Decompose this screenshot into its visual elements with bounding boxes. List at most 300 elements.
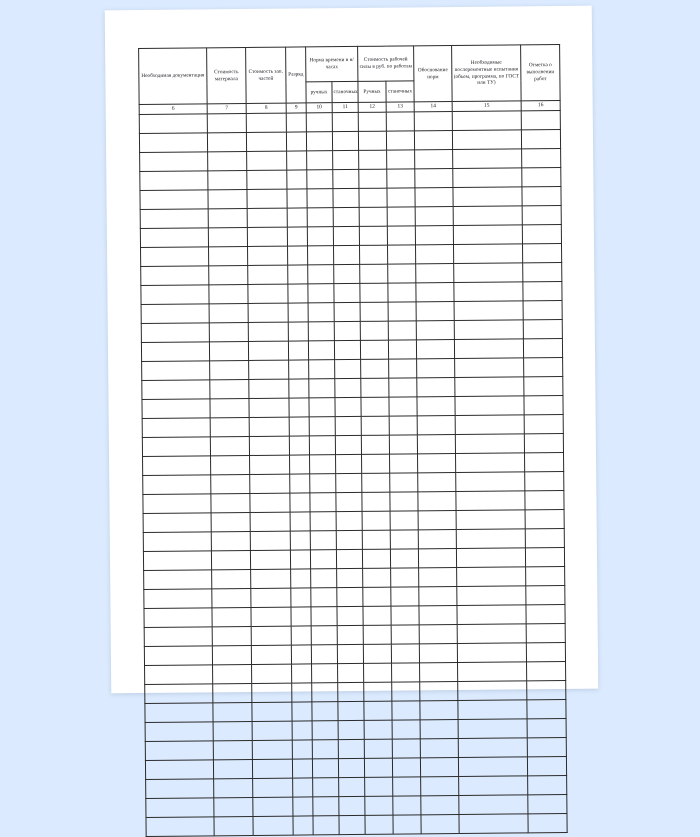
table-cell [360,283,388,302]
table-cell [307,151,333,170]
table-cell [209,246,248,265]
table-cell [139,114,207,134]
table-cell [291,607,311,626]
table-cell [365,796,393,815]
table-cell [286,132,306,151]
table-cell [207,132,246,151]
table-cell [527,756,566,775]
table-cell [521,129,560,148]
table-cell [455,377,524,397]
table-cell [417,416,455,435]
table-cell [421,814,459,833]
table-cell [213,721,252,740]
table-cell [392,682,420,701]
table-cell [359,188,387,207]
table-cell [526,585,565,604]
table-cell [249,436,289,455]
table-cell [310,493,336,512]
table-cell [360,245,388,264]
table-cell [292,683,312,702]
table-cell [418,454,456,473]
table-cell [145,741,213,761]
table-cell [393,815,421,834]
table-cell [420,700,458,719]
table-cell [142,399,210,419]
table-cell [527,661,566,680]
table-cell [246,132,286,151]
table-cell [362,549,390,568]
table-cell [253,778,293,797]
table-cell [251,588,291,607]
table-cell [248,341,288,360]
table-cell [416,245,454,264]
table-cell [392,701,420,720]
table-cell [306,132,332,151]
table-cell [247,170,287,189]
table-cell [391,644,419,663]
table-cell [309,379,335,398]
col-number-14: 14 [414,102,452,112]
table-cell [292,702,312,721]
table-cell [420,719,458,738]
table-cell [527,718,566,737]
table-cell [213,759,252,778]
table-cell [527,680,566,699]
table-cell [210,436,249,455]
table-cell [250,474,290,493]
table-cell [389,397,417,416]
table-cell [250,455,290,474]
table-cell [141,342,209,362]
table-cell [392,663,420,682]
table-cell [420,738,458,757]
table-cell [247,208,287,227]
table-cell [452,111,521,131]
table-cell [306,113,332,132]
table-cell [287,189,307,208]
table-cell [335,378,361,397]
table-cell [358,112,386,131]
table-cell [339,796,365,815]
document-paper [105,6,599,694]
table-cell [288,341,308,360]
table-cell [307,227,333,246]
table-cell [360,321,388,340]
table-cell [312,721,338,740]
table-cell [364,739,392,758]
table-cell [459,776,528,796]
table-cell [248,284,288,303]
col-subheader-time-manual: ручных [306,82,332,103]
table-cell [308,284,334,303]
table-cell [392,720,420,739]
table-cell [247,227,287,246]
table-cell [249,379,289,398]
table-cell [454,339,523,359]
table-cell [415,169,453,188]
table-cell [453,168,522,188]
table-cell [454,320,523,340]
table-cell [312,740,338,759]
table-cell [455,434,524,454]
table-cell [309,398,335,417]
col-group-header-labor-cost: Стоимость рабочей силы в руб. по работам [358,46,414,82]
table-cell [212,588,251,607]
table-cell [143,494,211,514]
table-cell [250,531,290,550]
table-cell [209,284,248,303]
table-cell [209,322,248,341]
table-cell [311,626,337,645]
table-cell [146,779,214,799]
table-cell [364,663,392,682]
table-cell [363,644,391,663]
table-cell [525,452,564,471]
table-cell [457,605,526,625]
table-cell [456,491,525,511]
table-cell [336,454,362,473]
table-cell [453,206,522,226]
table-cell [141,304,209,324]
table-cell [310,531,336,550]
table-cell [146,817,214,837]
table-cell [418,473,456,492]
table-cell [291,626,311,645]
col-number-13: 13 [386,102,414,112]
table-cell [289,360,309,379]
table-cell [453,187,522,207]
table-cell [523,319,562,338]
col-number-16: 16 [521,100,560,110]
table-cell [144,627,212,647]
table-cell [334,264,360,283]
table-cell [455,396,524,416]
table-cell [528,775,567,794]
table-cell [338,739,364,758]
table-cell [291,588,311,607]
table-cell [419,643,457,662]
table-cell [453,149,522,169]
table-cell [142,361,210,381]
table-cell [247,189,287,208]
table-cell [214,816,253,835]
table-cell [291,569,311,588]
table-cell [526,642,565,661]
table-cell [250,493,290,512]
col-header-post-repair-tests: Необходимые послеремонтные испытания (объем, программа, по ГОСТ или ТУ) [452,45,522,102]
table-cell [310,455,336,474]
table-cell [312,683,338,702]
table-cell [253,797,293,816]
table-cell [252,740,292,759]
table-cell [457,624,526,644]
table-cell [387,226,415,245]
table-cell [458,757,527,777]
table-cell [332,112,358,131]
table-cell [387,188,415,207]
col-number-11: 11 [332,102,358,112]
table-cell [417,378,455,397]
table-cell [389,416,417,435]
table-cell [364,682,392,701]
table-cell [416,340,454,359]
table-cell [453,225,522,245]
table-cell [415,207,453,226]
table-cell [309,436,335,455]
table-cell [392,758,420,777]
table-cell [339,815,365,834]
table-cell [312,664,338,683]
table-cell [288,284,308,303]
col-subheader-time-machine: станочных [332,81,358,102]
table-cell [415,188,453,207]
table-cell [416,321,454,340]
table-cell [287,227,307,246]
table-cell [289,417,309,436]
table-cell [207,113,246,132]
table-cell [524,357,563,376]
table-cell [338,758,364,777]
table-cell [526,566,565,585]
table-cell [146,798,214,818]
table-cell [339,777,365,796]
table-cell [309,360,335,379]
table-cell [208,170,247,189]
table-cell [312,759,338,778]
table-cell [364,701,392,720]
table-cell [290,455,310,474]
table-cell [292,664,312,683]
col-subheader-cost-machine: станочных [386,81,414,102]
table-cell [458,719,527,739]
table-cell [528,813,567,832]
table-cell [311,607,337,626]
table-cell [310,550,336,569]
table-cell [359,169,387,188]
table-cell [419,587,457,606]
table-cell [332,131,358,150]
table-cell [338,720,364,739]
table-cell [360,302,388,321]
table-cell [308,246,334,265]
table-cell [140,171,208,191]
table-cell [335,435,361,454]
table-cell [417,359,455,378]
table-cell [311,588,337,607]
table-cell [364,720,392,739]
table-cell [140,209,208,229]
table-cell [360,264,388,283]
table-cell [293,778,313,797]
table-cell [419,624,457,643]
col-header-parts-cost: Стоимость зап. частей [246,47,287,103]
table-cell [418,530,456,549]
table-cell [522,167,561,186]
table-cell [308,303,334,322]
table-cell [390,473,418,492]
table-cell [390,511,418,530]
table-cell [249,417,289,436]
table-cell [140,190,208,210]
header-row-top [139,44,560,83]
table-cell [213,702,252,721]
table-cell [459,795,528,815]
table-cell [252,759,292,778]
col-number-7: 7 [207,104,246,114]
table-cell [418,549,456,568]
table-cell [212,645,251,664]
table-cell [214,797,253,816]
table-cell [144,589,212,609]
table-cell [145,665,213,685]
table-cell [525,509,564,528]
table-cell [249,360,289,379]
table-cell [287,208,307,227]
table-cell [454,282,523,302]
table-cell [361,416,389,435]
table-cell [389,378,417,397]
table-cell [361,359,389,378]
table-cell [391,625,419,644]
table-cell [363,587,391,606]
table-cell [338,663,364,682]
col-group-header-time-norm: Норма времени в н/часах [306,46,358,81]
table-cell [523,262,562,281]
table-cell [333,169,359,188]
table-cell [335,397,361,416]
table-cell [388,321,416,340]
table-cell [336,511,362,530]
table-cell [525,490,564,509]
table-cell [456,529,525,549]
table-cell [525,471,564,490]
table-cell [335,359,361,378]
table-cell [290,550,310,569]
table-cell [143,513,211,533]
table-cell [288,246,308,265]
table-cell [418,511,456,530]
table-cell [455,358,524,378]
table-cell [454,301,523,321]
table-cell [456,472,525,492]
table-cell [209,303,248,322]
table-cell [145,703,213,723]
table-cell [421,795,459,814]
table-cell [523,338,562,357]
table-cell [416,264,454,283]
table-cell [336,492,362,511]
table-cell [251,626,291,645]
table-cell [358,131,386,150]
table-cell [334,283,360,302]
table-cell [338,701,364,720]
table-cell [145,760,213,780]
col-number-10: 10 [306,103,332,113]
table-cell [211,550,250,569]
table-cell [292,721,312,740]
table-cell [248,303,288,322]
table-cell [333,150,359,169]
table-cell [456,453,525,473]
table-cell [454,263,523,283]
table-cell [308,322,334,341]
table-cell [387,207,415,226]
table-cell [334,340,360,359]
table-cell [247,151,287,170]
table-cell [333,207,359,226]
table-cell [212,569,251,588]
table-cell [523,243,562,262]
table-cell [365,777,393,796]
table-cell [526,604,565,623]
table-cell [290,474,310,493]
table-cell [363,606,391,625]
table-area [138,44,567,837]
table-cell [333,226,359,245]
table-cell [359,207,387,226]
table-cell [142,380,210,400]
table-cell [142,437,210,457]
table-cell [210,398,249,417]
table-cell [313,816,339,835]
table-cell [388,302,416,321]
table-cell [524,395,563,414]
table-cell [420,757,458,776]
table-cell [293,797,313,816]
table-cell [363,625,391,644]
table-cell [288,322,308,341]
table-cell [334,245,360,264]
table-cell [248,265,288,284]
table-cell [387,150,415,169]
table-cell [289,436,309,455]
table-cell [308,265,334,284]
table-cell [311,645,337,664]
table-cell [208,227,247,246]
table-cell [211,512,250,531]
table-cell [211,531,250,550]
table-cell [288,303,308,322]
table-cell [336,530,362,549]
table-row [146,813,567,836]
table-cell [337,606,363,625]
col-subheader-cost-manual: Ручных [358,81,386,102]
table-cell [388,264,416,283]
table-cell [457,586,526,606]
table-cell [336,473,362,492]
col-header-grade: Разряд [286,47,307,103]
table-cell [458,662,527,682]
table-cell [248,246,288,265]
table-cell [415,150,453,169]
table-cell [251,645,291,664]
table-cell [360,340,388,359]
table-cell [212,626,251,645]
col-number-8: 8 [246,103,286,113]
table-cell [457,643,526,663]
table-cell [421,776,459,795]
col-header-work-completion-mark: Отметка о выполнении работ [521,44,561,100]
table-cell [335,416,361,435]
table-cell [144,570,212,590]
table-cell [250,550,290,569]
table-cell [290,512,310,531]
table-cell [363,568,391,587]
table-cell [523,300,562,319]
table-cell [313,778,339,797]
table-cell [334,302,360,321]
table-cell [145,684,213,704]
